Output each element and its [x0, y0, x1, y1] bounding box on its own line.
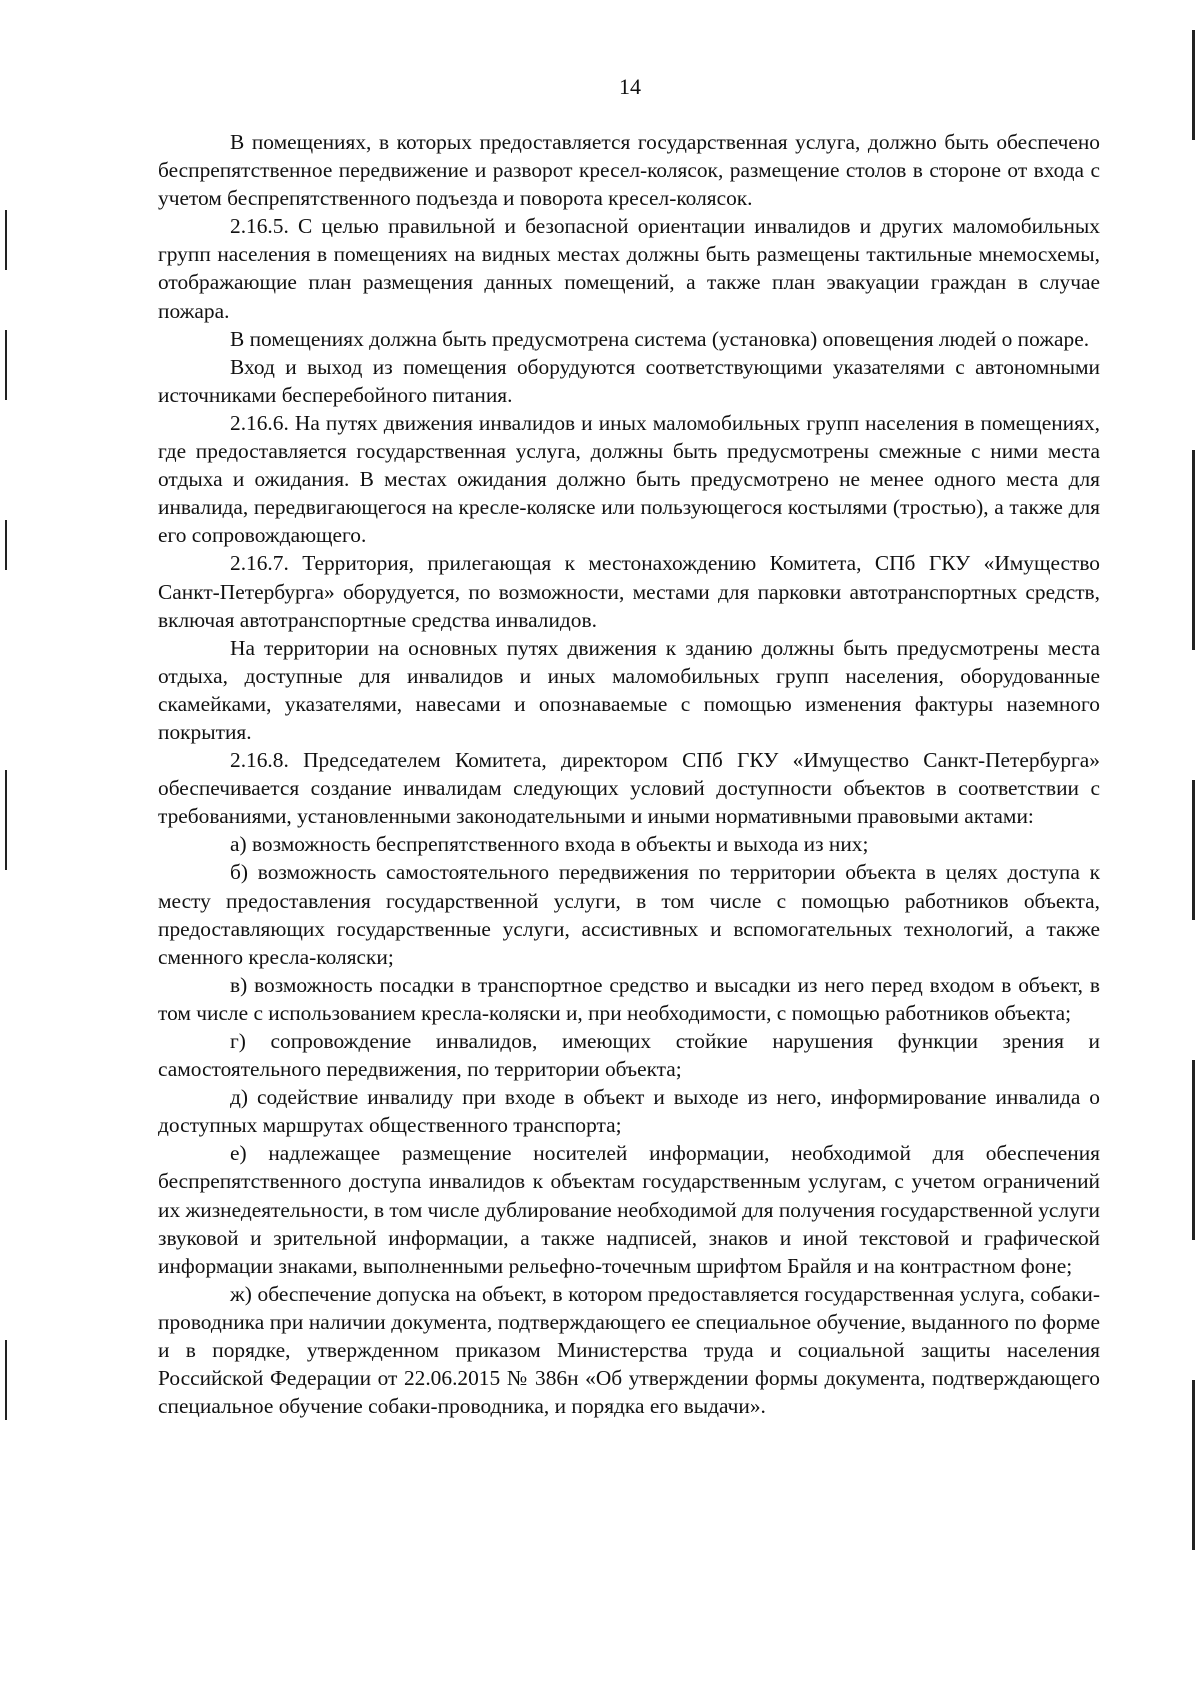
- paragraph: Вход и выход из помещения оборудуются соответствующими указателями с автономными источниками бесперебойного питания.: [158, 354, 1100, 407]
- paragraph: 2.16.6. На путях движения инвалидов и иных маломобильных групп населения в помещениях, где предоставляется государственная услуга, должны быть предусмотрены смежные с ними места отдыха и ожидания. В местах ожидания должно быть предусмотрено не менее одного места для инвалида, передвигающегося на кресле-коляске или пользующегося костылями (тростью), а также для его сопровождающего.: [158, 410, 1100, 548]
- document-body: [158, 128, 1100, 1420]
- list-item: е) надлежащее размещение носителей информации, необходимой для обеспечения беспрепятственного доступа инвалидов к объектам государственным услугам, с учетом ограничений их жизнедеятельности, в том числе дублирование необходимой для получения государственной услуги звуковой и зрительной информации, а также надписей, знаков и иной текстовой и графической информации знаками, выполненными рельефно-точечным шрифтом Брайля и на контрастном фоне;: [158, 1141, 1100, 1278]
- scan-edge-mark: [1192, 1060, 1195, 1240]
- scan-edge-mark: [1192, 780, 1195, 920]
- paragraph: В помещениях должна быть предусмотрена система (установка) оповещения людей о пожаре.: [230, 326, 1090, 351]
- list-item: д) содействие инвалиду при входе в объект и выходе из него, информирование инвалида о доступных маршрутах общественного транспорта;: [158, 1085, 1100, 1138]
- list-item: ж) обеспечение допуска на объект, в котором предоставляется государственная услуга, собаки-проводника при наличии документа, подтверждающего ее специальное обучение, выданного по форме и в порядке, утвержденном приказом Министерства труда и социальной защиты населения Российской Федерации от 22.06.2015 № 386н «Об утверждении формы документа, подтверждающего специальное обучение собаки-проводника, и порядка его выдачи».: [158, 1281, 1100, 1419]
- list-item: г) сопровождение инвалидов, имеющих стойкие нарушения функции зрения и самостоятельного передвижения, по территории объекта;: [158, 1029, 1100, 1082]
- page-number: 14: [619, 74, 641, 99]
- paragraph: В помещениях, в которых предоставляется государственная услуга, должно быть обеспечено беспрепятственное передвижение и разворот кресел-колясок, размещение столов в стороне от входа с учетом беспрепятственного подъезда и поворота кресел-колясок.: [158, 130, 1100, 211]
- scan-edge-mark: [1192, 1380, 1195, 1550]
- paragraph: 2.16.5. С целью правильной и безопасной ориентации инвалидов и других маломобильных групп населения в помещениях на видных местах должны быть размещены тактильные мнемосхемы, отображающие план размещения данных помещений, а также план эвакуации граждан в случае пожара.: [158, 214, 1100, 323]
- paragraph: 2.16.7. Территория, прилегающая к местонахождению Комитета, СПб ГКУ «Имущество Санкт-Петербурга» оборудуется, по возможности, местами для парковки автотранспортных средств, включая автотранспортные средства инвалидов.: [158, 551, 1100, 632]
- scan-edge-mark: [5, 210, 7, 270]
- scan-edge-mark: [5, 770, 7, 870]
- scan-edge-mark: [1192, 450, 1195, 650]
- list-item: б) возможность самостоятельного передвижения по территории объекта в целях доступа к месту предоставления государственной услуги, в том числе с помощью работников объекта, предоставляющих государственные услуги, ассистивных и вспомогательных технологий, а также сменного кресла-коляски;: [158, 860, 1100, 969]
- paragraph: На территории на основных путях движения к зданию должны быть предусмотрены места отдыха, доступные для инвалидов и иных маломобильных групп населения, оборудованные скамейками, указателями, навесами и опознаваемые с помощью изменения фактуры наземного покрытия.: [158, 635, 1100, 744]
- paragraph: 2.16.8. Председателем Комитета, директором СПб ГКУ «Имущество Санкт-Петербурга» обеспечивается создание инвалидам следующих условий доступности объектов в соответствии с требованиями, установленными законодательными и иными нормативными правовыми актами:: [158, 748, 1100, 829]
- list-item: в) возможность посадки в транспортное средство и высадки из него перед входом в объект, в том числе с использованием кресла-коляски и, при необходимости, с помощью работников объекта;: [158, 972, 1100, 1025]
- scan-edge-mark: [5, 330, 7, 400]
- scan-edge-mark: [5, 520, 7, 570]
- list-item: а) возможность беспрепятственного входа в объекты и выхода из них;: [230, 832, 869, 857]
- scan-edge-mark: [5, 1340, 7, 1420]
